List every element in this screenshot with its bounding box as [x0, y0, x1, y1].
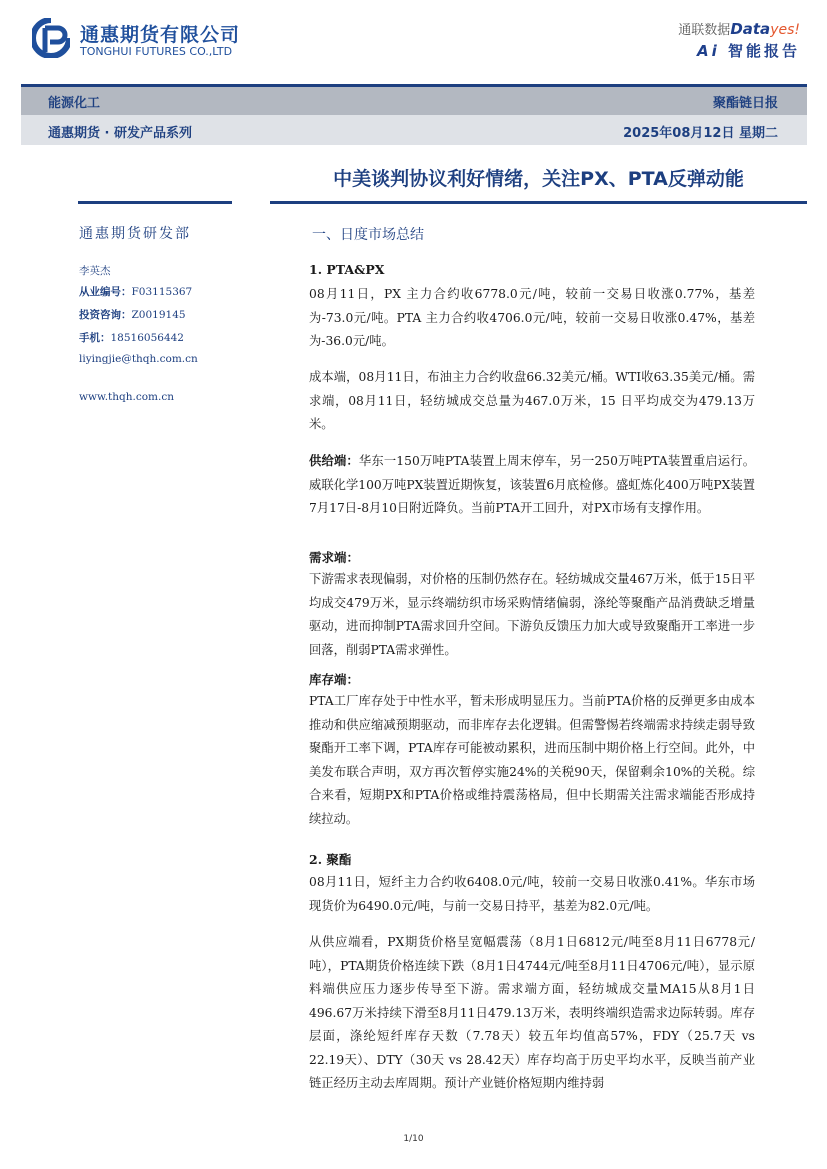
email-link[interactable]: liyingjie@thqh.com.cn	[79, 353, 198, 365]
ai-report-text: 智能报告	[727, 42, 800, 60]
series-label: 通惠期货 · 研发产品系列	[48, 126, 192, 141]
brand-data: Data	[730, 20, 771, 38]
polyester-paragraph-1: 08月11日，短纤主力合约收6408.0元/吨，较前一交易日收涨0.41%。华东市场现货价为6490.0元/吨，与前一交易日持平，基差为82.0元/吨。	[309, 875, 755, 913]
phone-label: 手机：	[79, 332, 111, 344]
category-bar	[21, 84, 807, 115]
license-value: F03115367	[131, 286, 193, 298]
datayes-brand	[678, 19, 800, 38]
supply-paragraph	[309, 449, 755, 521]
analyst-name: 李英杰	[79, 265, 111, 277]
consult-number	[79, 307, 186, 322]
page-number: 1/10	[403, 1134, 424, 1144]
ai-prefix: Ai	[696, 42, 720, 60]
inventory-label: 库存端：	[309, 672, 360, 687]
company-name-en: TONGHUI FUTURES CO.,LTD	[80, 45, 233, 58]
department-name: 通惠期货研发部	[79, 226, 191, 242]
demand-paragraph: 下游需求表现偏弱，对价格的压制仍然存在。轻纺城成交量467万米，低于15日平均成交479万米，显示终端纺织市场采购情绪偏弱，涤纶等聚酯产品消费缺乏增量驱动，进而抑制PTA需求回升空间。下游负反馈压力加大或导致聚酯开工率进一步回落，削弱PTA需求弹性。	[309, 572, 755, 657]
phone-number	[79, 330, 184, 345]
company-name-cn: 通惠期货有限公司	[80, 24, 241, 46]
pta-heading: 1. PTA&PX	[309, 262, 385, 277]
company-logo-icon	[32, 18, 70, 58]
polyester-paragraph-2: 从供应端看，PX期货价格呈宽幅震荡（8月1日6812元/吨至8月11日6778元/吨），PTA期货价格连续下跌（8月1日4744元/吨至8月11日4706元/吨），显示原料端供应压力逐步传导至下游。需求端方面，轻纺城成交量MA15从8月1日496.67万米持续下滑至8月11日479.13万米，表明终端织造需求边际转弱。库存层面，涤纶短纤库存天数（7.78天）较五年均值高57%，FDY（25.7天 vs 22.19天）、DTY（30天 vs 28.42天）库存均高于历史平均水平，反映当前产业链正经历主动去库周期。预计产业链价格短期内维持弱	[309, 935, 755, 1090]
brand-yes: yes!	[770, 22, 800, 38]
inventory-paragraph: PTA工厂库存处于中性水平，暂未形成明显压力。当前PTA价格的反弹更多由成本推动和供应缩减预期驱动，而非库存去化逻辑。但需警惕若终端需求持续走弱导致聚酯开工率下调，PTA库存可能被动累积，进而压制中期价格上行空间。此外，中美发布联合声明，双方再次暂停实施24%的关税90天，保留剩余10%的关税。综合来看，短期PX和PTA价格或维持震荡格局，但中长期需关注需求端能否形成持续拉动。	[309, 694, 755, 826]
consult-label: 投资咨询：	[79, 309, 132, 321]
consult-value: Z0019145	[131, 309, 186, 321]
pta-paragraph-1: 08月11日，PX 主力合约收6778.0元/吨，较前一交易日收涨0.77%，基差为-73.0元/吨。PTA 主力合约收4706.0元/吨，较前一交易日收涨0.47%，基差为-36.0元/吨。	[309, 287, 755, 348]
section-title: 一、日度市场总结	[312, 227, 424, 243]
license-number	[79, 284, 192, 299]
series-bar	[21, 115, 807, 145]
report-type-label: 聚酯链日报	[712, 96, 778, 111]
company-logo	[32, 18, 292, 64]
website-link[interactable]: www.thqh.com.cn	[79, 391, 174, 403]
pta-paragraph-2: 成本端，08月11日，布油主力合约收盘66.32美元/桶。WTI收63.35美元/桶。需求端，08月11日，轻纺城成交总量为467.0万米，15 日平均成交为479.13万米。	[309, 370, 755, 431]
brand-cn: 通联数据	[678, 23, 731, 38]
category-label: 能源化工	[48, 96, 101, 111]
supply-label: 供给端：	[309, 453, 359, 468]
supply-text: 华东一150万吨PTA装置上周末停车，另一250万吨PTA装置重启运行。威联化学100万吨PX装置近期恢复，该装置6月底检修。盛虹炼化400万吨PX装置7月17日-8月10日附近降负。当前PTA开工回升，对PX市场有支撑作用。	[309, 454, 755, 515]
demand-label: 需求端：	[309, 550, 360, 565]
report-date: 2025年08月12日 星期二	[623, 126, 778, 141]
ai-report-label	[697, 40, 800, 61]
sidebar-divider	[78, 201, 232, 204]
polyester-heading: 2. 聚酯	[309, 852, 352, 867]
license-label: 从业编号：	[79, 286, 132, 298]
report-title: 中美谈判协议利好情绪，关注PX、PTA反弹动能	[333, 168, 744, 190]
title-divider	[270, 201, 807, 204]
phone-value: 18516056442	[110, 332, 184, 344]
